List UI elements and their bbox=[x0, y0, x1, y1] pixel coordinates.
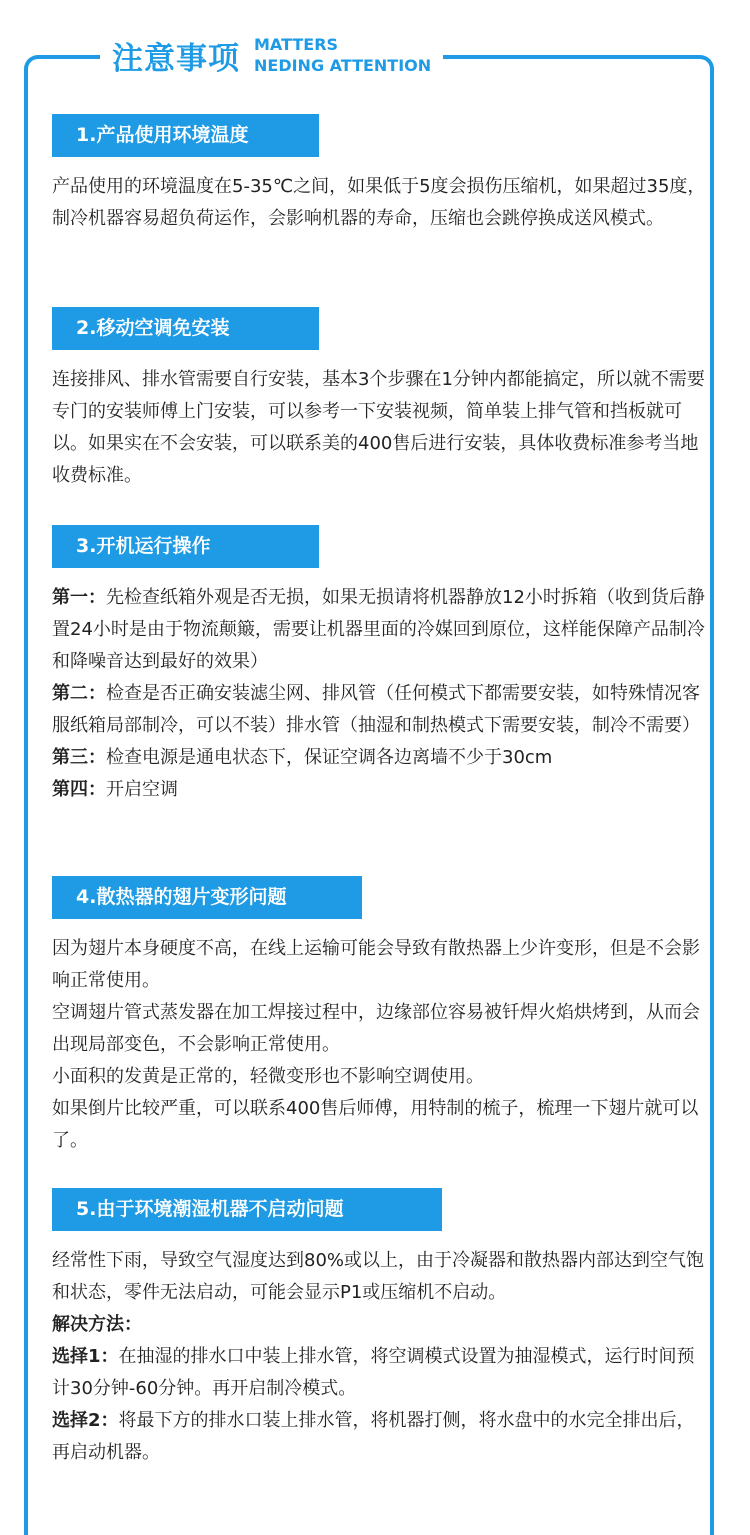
section-1 bbox=[52, 114, 712, 235]
item-text: 先检查纸箱外观是否无损，如果无损请将机器静放12小时拆箱（收到货后静置24小时是由于物流颠簸，需要让机器里面的冷媒回到原位，这样能保障产品制冷和降噪音达到最好的效果） bbox=[52, 587, 705, 672]
section-4 bbox=[52, 876, 712, 1157]
section-body bbox=[52, 364, 712, 492]
paragraph: 空调翅片管式蒸发器在加工焊接过程中，边缘部位容易被钎焊火焰烘烤到，从而会出现局部变色，不会影响正常使用。 bbox=[52, 1002, 700, 1055]
section-body bbox=[52, 1245, 712, 1469]
section-heading: 3.开机运行操作 bbox=[52, 525, 319, 568]
paragraph: 产品使用的环境温度在5-35℃之间，如果低于5度会损伤压缩机，如果超过35度，制冷机器容易超负荷运作，会影响机器的寿命，压缩也会跳停换成送风模式。 bbox=[52, 176, 706, 229]
paragraph: 因为翅片本身硬度不高，在线上运输可能会导致有散热器上少许变形，但是不会影响正常使用。 bbox=[52, 938, 700, 991]
paragraph: 经常性下雨，导致空气湿度达到80%或以上，由于冷凝器和散热器内部达到空气饱和状态，零件无法启动，可能会显示P1或压缩机不启动。 bbox=[52, 1250, 705, 1303]
item-label: 第三： bbox=[52, 747, 106, 768]
solution-label: 解决方法： bbox=[52, 1314, 142, 1335]
paragraph: 小面积的发黄是正常的，轻微变形也不影响空调使用。 bbox=[52, 1066, 484, 1087]
section-heading: 5.由于环境潮湿机器不启动问题 bbox=[52, 1188, 442, 1231]
paragraph: 连接排风、排水管需要自行安装，基本3个步骤在1分钟内都能搞定，所以就不需要专门的安装师傅上门安装，可以参考一下安装视频，简单装上排气管和挡板就可以。如果实在不会安装，可以联系美的400售后进行安装，具体收费标准参考当地收费标准。 bbox=[52, 369, 705, 486]
item-label: 第二： bbox=[52, 683, 106, 704]
item-label: 第四： bbox=[52, 779, 106, 800]
item-text: 检查是否正确安装滤尘网、排风管（任何模式下都需要安装，如特殊情况客服纸箱局部制冷，可以不装）排水管（抽湿和制热模式下需要安装，制冷不需要） bbox=[52, 683, 700, 736]
list-item bbox=[52, 582, 712, 678]
section-heading: 2.移动空调免安装 bbox=[52, 307, 319, 350]
list-item bbox=[52, 742, 712, 774]
section-body bbox=[52, 582, 712, 806]
item-label: 选择2： bbox=[52, 1410, 119, 1431]
list-item bbox=[52, 678, 712, 742]
item-text: 检查电源是通电状态下，保证空调各边离墙不少于30cm bbox=[106, 747, 553, 768]
section-body bbox=[52, 171, 712, 235]
section-5 bbox=[52, 1188, 712, 1469]
section-body bbox=[52, 933, 712, 1157]
item-text: 将最下方的排水口装上排水管，将机器打侧，将水盘中的水完全排出后，再启动机器。 bbox=[52, 1410, 695, 1463]
item-text: 在抽湿的排水口中装上排水管，将空调模式设置为抽湿模式，运行时间预计30分钟-60分钟。再开启制冷模式。 bbox=[52, 1346, 695, 1399]
page-subtitle-en bbox=[254, 34, 431, 76]
item-text: 开启空调 bbox=[106, 779, 178, 800]
page-header bbox=[100, 30, 443, 80]
list-item bbox=[52, 1405, 712, 1469]
section-heading: 1.产品使用环境温度 bbox=[52, 114, 319, 157]
page-title: 注意事项 bbox=[112, 40, 240, 77]
subtitle-line-2: NEDING ATTENTION bbox=[254, 56, 432, 75]
list-item bbox=[52, 1341, 712, 1405]
subtitle-line-1: MATTERS bbox=[254, 35, 339, 54]
section-2 bbox=[52, 307, 712, 492]
paragraph: 如果倒片比较严重，可以联系400售后师傅，用特制的梳子，梳理一下翅片就可以了。 bbox=[52, 1098, 699, 1151]
item-label: 选择1： bbox=[52, 1346, 119, 1367]
list-item bbox=[52, 774, 712, 806]
section-3 bbox=[52, 525, 712, 806]
section-heading: 4.散热器的翅片变形问题 bbox=[52, 876, 362, 919]
item-label: 第一： bbox=[52, 587, 106, 608]
